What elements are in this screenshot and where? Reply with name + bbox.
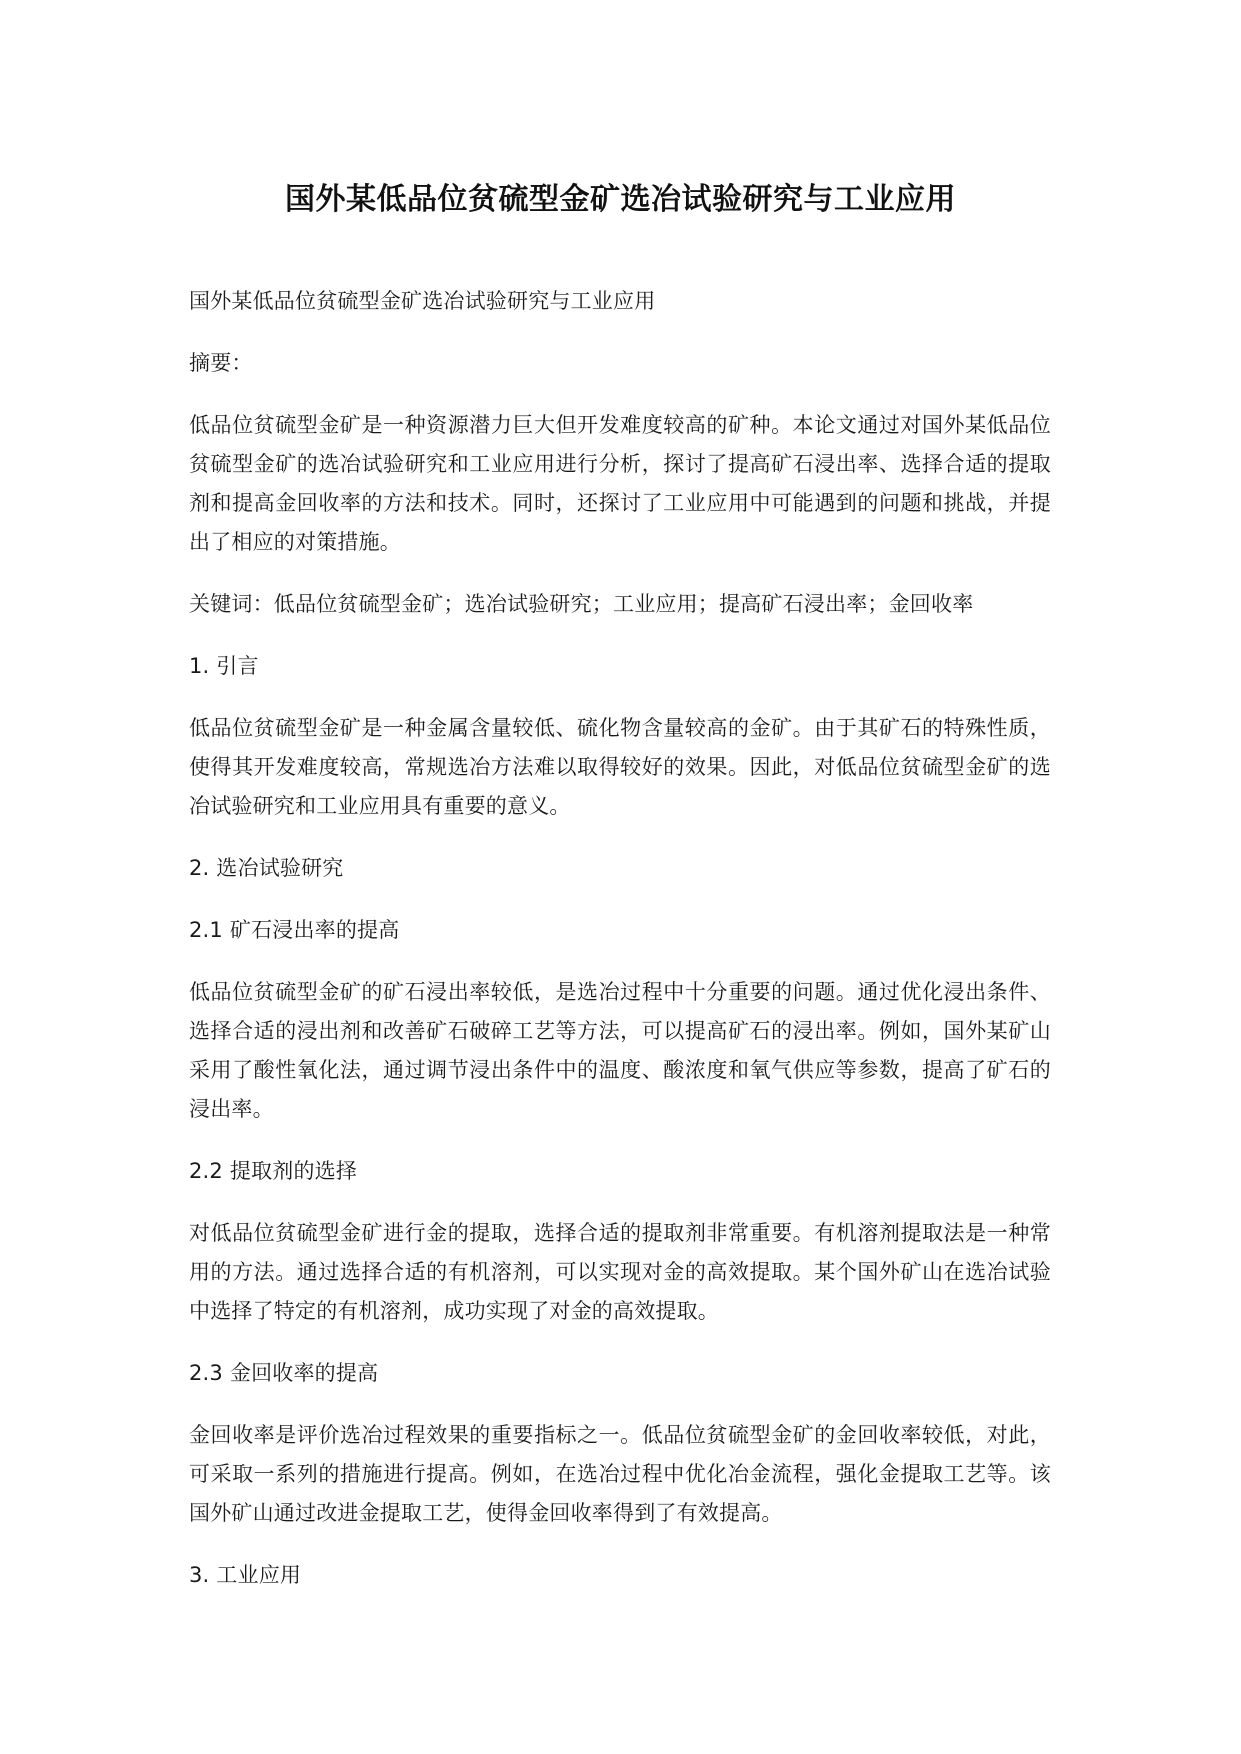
- extractant-paragraph: 对低品位贫硫型金矿进行金的提取，选择合适的提取剂非常重要。有机溶剂提取法是一种常用的方法。通过选择合适的有机溶剂，可以实现对金的高效提取。某个国外矿山在选冶试验中选择了特定的有机溶剂，成功实现了对金的高效提取。: [189, 1221, 1051, 1323]
- document-title: 国外某低品位贫硫型金矿选冶试验研究与工业应用: [285, 182, 956, 217]
- subtitle-line: 国外某低品位贫硫型金矿选冶试验研究与工业应用: [189, 289, 656, 313]
- abstract-paragraph: 低品位贫硫型金矿是一种资源潜力巨大但开发难度较高的矿种。本论文通过对国外某低品位贫硫型金矿的选冶试验研究和工业应用进行分析，探讨了提高矿石浸出率、选择合适的提取剂和提高金回收率的方法和技术。同时，还探讨了工业应用中可能遇到的问题和挑战，并提出了相应的对策措施。: [189, 413, 1051, 554]
- abstract-heading: 摘要：: [189, 351, 253, 375]
- introduction-paragraph: 低品位贫硫型金矿是一种金属含量较低、硫化物含量较高的金矿。由于其矿石的特殊性质，使得其开发难度较高，常规选冶方法难以取得较好的效果。因此，对低品位贫硫型金矿的选冶试验研究和工业应用具有重要的意义。: [189, 716, 1051, 818]
- leaching-paragraph: 低品位贫硫型金矿的矿石浸出率较低，是选冶过程中十分重要的问题。通过优化浸出条件、选择合适的浸出剂和改善矿石破碎工艺等方法，可以提高矿石的浸出率。例如，国外某矿山采用了酸性氧化法，通过调节浸出条件中的温度、酸浓度和氧气供应等参数，提高了矿石的浸出率。: [189, 980, 1051, 1121]
- subsection-heading-leaching: 2.1 矿石浸出率的提高: [189, 918, 400, 942]
- keywords-line: 关键词：低品位贫硫型金矿；选冶试验研究；工业应用；提高矿石浸出率；金回收率: [189, 592, 974, 616]
- section-heading-introduction: 1. 引言: [189, 654, 259, 678]
- document-body: [189, 282, 1051, 1618]
- subsection-heading-extractant: 2.2 提取剂的选择: [189, 1159, 358, 1183]
- subsection-heading-recovery: 2.3 金回收率的提高: [189, 1361, 379, 1385]
- section-heading-research: 2. 选冶试验研究: [189, 856, 344, 880]
- section-heading-industrial: 3. 工业应用: [189, 1563, 302, 1587]
- recovery-paragraph: 金回收率是评价选冶过程效果的重要指标之一。低品位贫硫型金矿的金回收率较低，对此，可采取一系列的措施进行提高。例如，在选冶过程中优化冶金流程，强化金提取工艺等。该国外矿山通过改进金提取工艺，使得金回收率得到了有效提高。: [189, 1423, 1051, 1525]
